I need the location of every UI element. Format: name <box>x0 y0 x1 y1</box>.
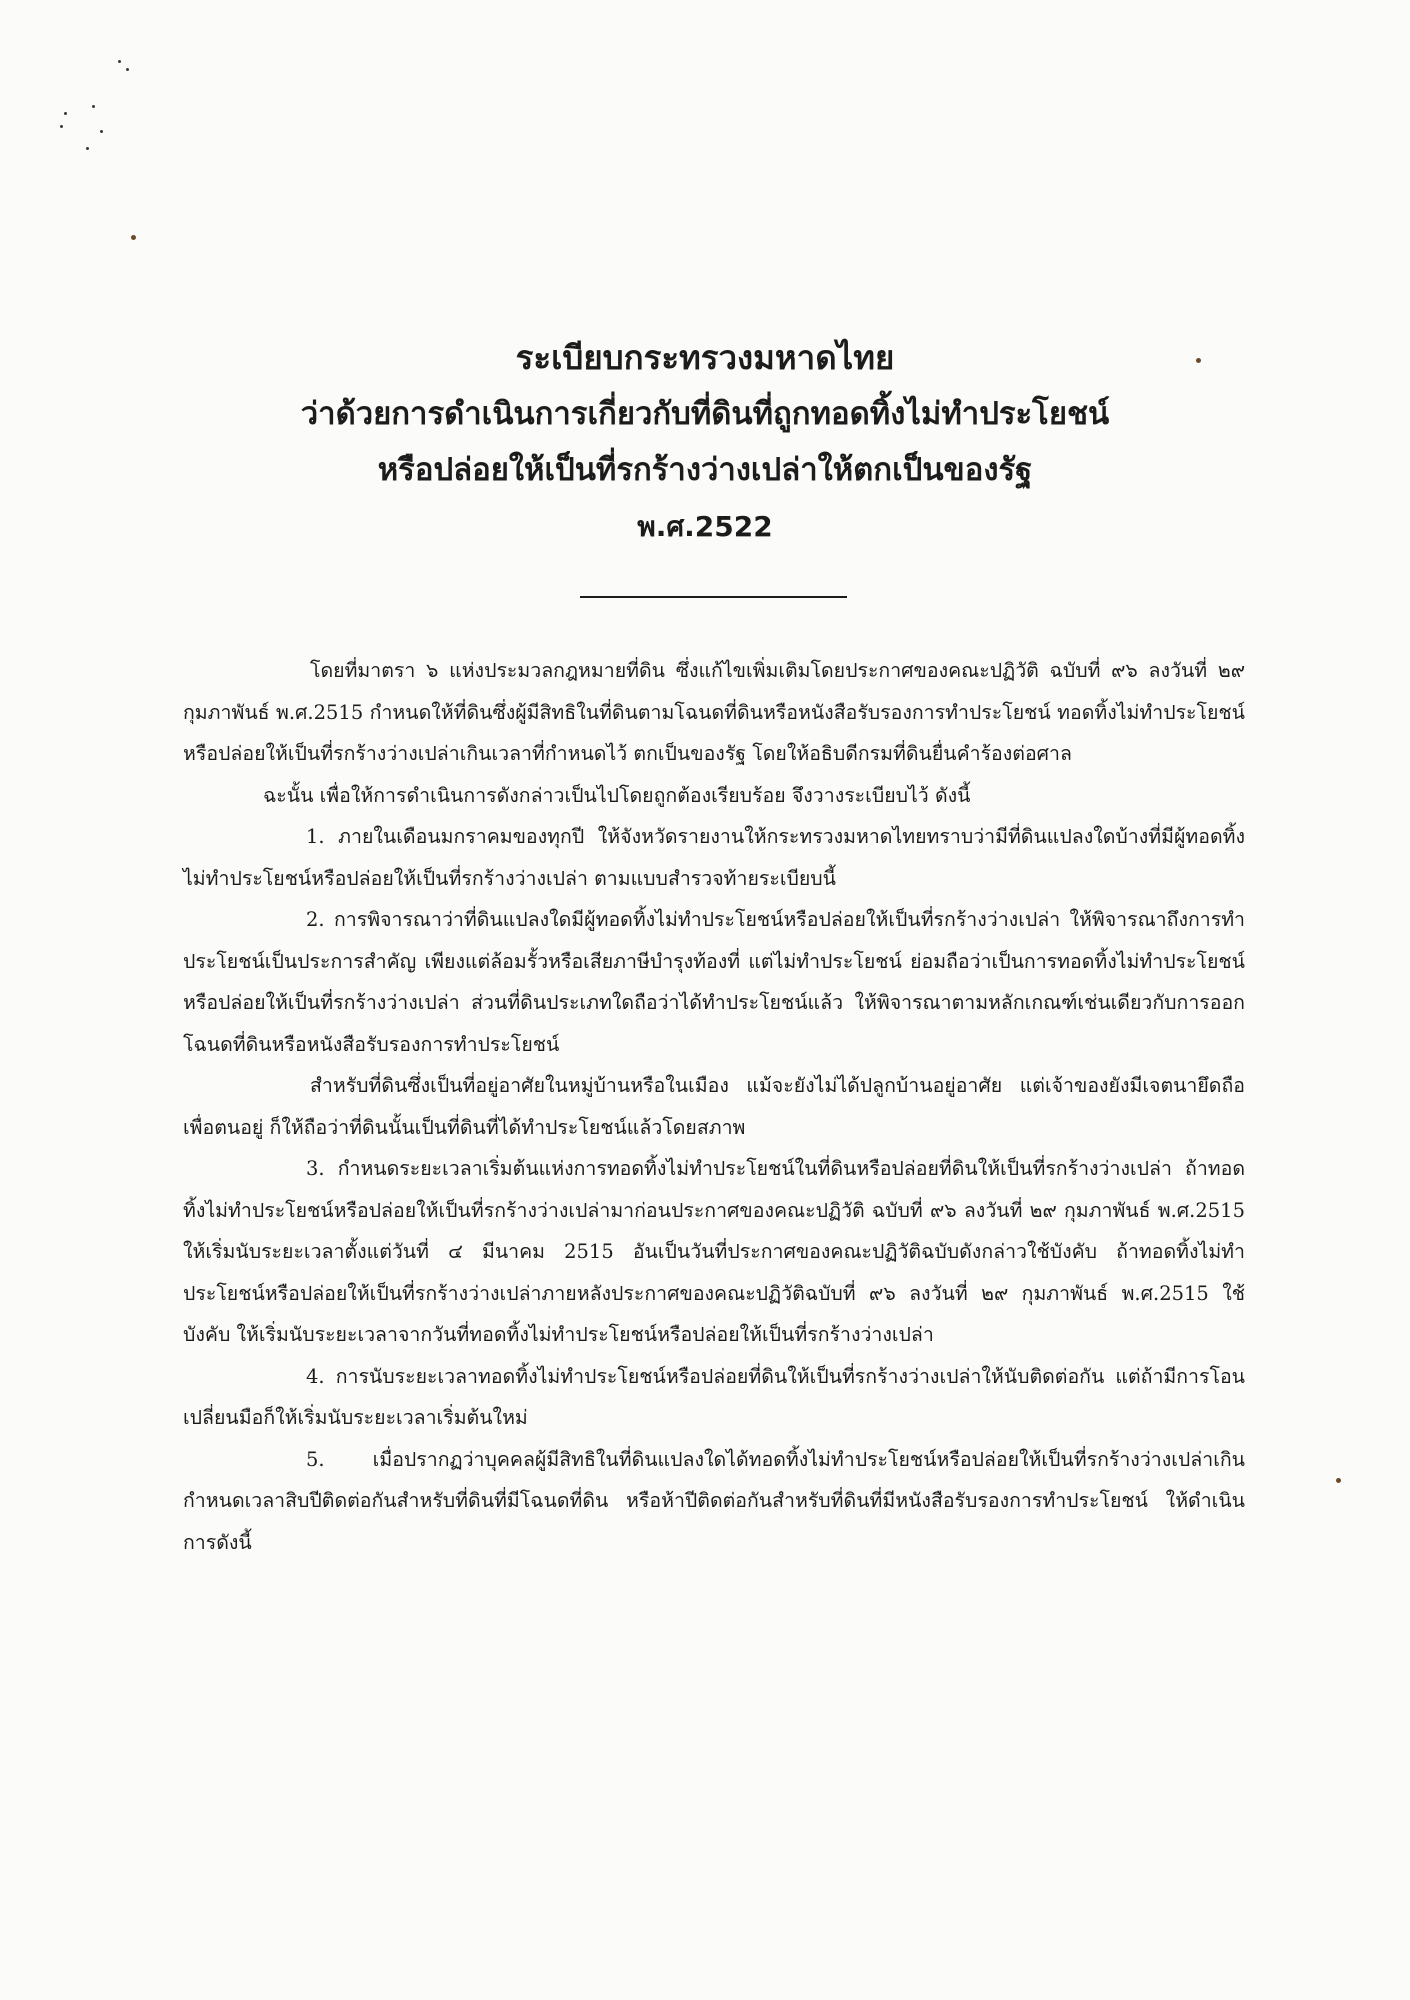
scan-speck <box>100 130 103 133</box>
scan-speck <box>64 112 67 115</box>
title-line-subject: ว่าด้วยการดำเนินการเกี่ยวกับที่ดินที่ถูกทอดทิ้งไม่ทำประโยชน์ <box>300 396 1110 432</box>
clause-2: 2. การพิจารณาว่าที่ดินแปลงใดมีผู้ทอดทิ้งไม่ทำประโยชน์หรือปล่อยให้เป็นที่รกร้างว่างเปล่า ให้พิจารณาถึงการทำประโยชน์เป็นประการสำคัญ เพียงแต่ล้อมรั้วหรือเสียภาษีบำรุงท้องที่ แต่ไม่ทำประโยชน์ ย่อมถือว่าเป็นการทอดทิ้งไม่ทำประโยชน์หรือปล่อยให้เป็นที่รกร้างว่างเปล่า ส่วนที่ดินประเภทใดถือว่าได้ทำประโยชน์แล้ว ให้พิจารณาตามหลักเกณฑ์เช่นเดียวกับการออกโฉนดที่ดินหรือหนังสือรับรองการทำประโยชน์ <box>183 908 1245 1056</box>
scan-speck <box>1336 1478 1341 1483</box>
scan-speck <box>86 147 89 150</box>
title-line-regulation: ระเบียบกระทรวงมหาดไทย <box>515 338 895 377</box>
title-underline <box>580 596 847 598</box>
scan-speck <box>126 68 129 71</box>
clause-4: 4. การนับระยะเวลาทอดทิ้งไม่ทำประโยชน์หรือปล่อยที่ดินให้เป็นที่รกร้างว่างเปล่าให้นับติดต่อกัน แต่ถ้ามีการโอนเปลี่ยนมือก็ให้เริ่มนับระยะเวลาเริ่มต้นใหม่ <box>183 1364 1245 1429</box>
clause-2-addendum: สำหรับที่ดินซึ่งเป็นที่อยู่อาศัยในหมู่บ้านหรือในเมือง แม้จะยังไม่ได้ปลูกบ้านอยู่อาศัย แต่เจ้าของยังมีเจตนายึดถือเพื่อตนอยู่ ก็ให้ถือว่าที่ดินนั้นเป็นที่ดินที่ได้ทำประโยชน์แล้วโดยสภาพ <box>183 1074 1245 1139</box>
enactment-paragraph: ฉะนั้น เพื่อให้การดำเนินการดังกล่าวเป็นไปโดยถูกต้องเรียบร้อย จึงวางระเบียบไว้ ดังนี้ <box>263 783 971 807</box>
scan-speck <box>118 60 121 63</box>
clause-1: 1. ภายในเดือนมกราคมของทุกปี ให้จังหวัดรายงานให้กระทรวงมหาดไทยทราบว่ามีที่ดินแปลงใดบ้างที่มีผู้ทอดทิ้งไม่ทำประโยชน์หรือปล่อยให้เป็นที่รกร้างว่างเปล่า ตามแบบสำรวจท้ายระเบียบนี้ <box>183 825 1245 890</box>
clause-3: 3. กำหนดระยะเวลาเริ่มต้นแห่งการทอดทิ้งไม่ทำประโยชน์ในที่ดินหรือปล่อยที่ดินให้เป็นที่รกร้างว่างเปล่า ถ้าทอดทิ้งไม่ทำประโยชน์หรือปล่อยให้เป็นที่รกร้างว่างเปล่ามาก่อนประกาศของคณะปฏิวัติ ฉบับที่ ๙๖ ลงวันที่ ๒๙ กุมภาพันธ์ พ.ศ.2515 ให้เริ่มนับระยะเวลาตั้งแต่วันที่ ๔ มีนาคม 2515 อันเป็นวันที่ประกาศของคณะปฏิวัติฉบับดังกล่าวใช้บังคับ ถ้าทอดทิ้งไม่ทำประโยชน์หรือปล่อยให้เป็นที่รกร้างว่างเปล่าภายหลังประกาศของคณะปฏิวัติฉบับที่ ๙๖ ลงวันที่ ๒๙ กุมภาพันธ์ พ.ศ.2515 ใช้บังคับ ให้เริ่มนับระยะเวลาจากวันที่ทอดทิ้งไม่ทำประโยชน์หรือปล่อยให้เป็นที่รกร้างว่างเปล่า <box>183 1157 1245 1346</box>
document-body <box>183 650 1245 1563</box>
document-title <box>0 330 1410 556</box>
preamble-paragraph: โดยที่มาตรา ๖ แห่งประมวลกฎหมายที่ดิน ซึ่งแก้ไขเพิ่มเติมโดยประกาศของคณะปฏิวัติ ฉบับที่ ๙๖ ลงวันที่ ๒๙ กุมภาพันธ์ พ.ศ.2515 กำหนดให้ที่ดินซึ่งผู้มีสิทธิในที่ดินตามโฉนดที่ดินหรือหนังสือรับรองการทำประโยชน์ ทอดทิ้งไม่ทำประโยชน์ หรือปล่อยให้เป็นที่รกร้างว่างเปล่าเกินเวลาที่กำหนดไว้ ตกเป็นของรัฐ โดยให้อธิบดีกรมที่ดินยื่นคำร้องต่อศาล <box>183 659 1245 765</box>
title-line-subject-continued: หรือปล่อยให้เป็นที่รกร้างว่างเปล่าให้ตกเป็นของรัฐ <box>377 452 1033 488</box>
scan-speck <box>60 125 63 128</box>
scan-speck <box>131 235 136 240</box>
scan-speck <box>92 105 95 108</box>
title-line-year: พ.ศ.2522 <box>637 510 773 543</box>
clause-5: 5. เมื่อปรากฏว่าบุคคลผู้มีสิทธิในที่ดินแปลงใดได้ทอดทิ้งไม่ทำประโยชน์หรือปล่อยให้เป็นที่รกร้างว่างเปล่าเกินกำหนดเวลาสิบปีติดต่อกันสำหรับที่ดินที่มีโฉนดที่ดิน หรือห้าปีติดต่อกันสำหรับที่ดินที่มีหนังสือรับรองการทำประโยชน์ ให้ดำเนินการดังนี้ <box>183 1447 1245 1554</box>
